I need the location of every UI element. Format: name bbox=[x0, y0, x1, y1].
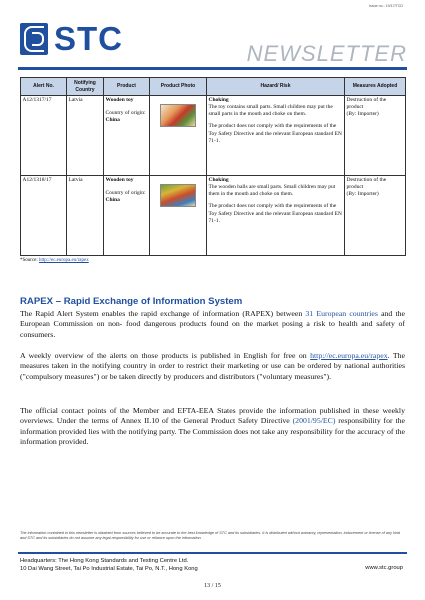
footer-divider bbox=[18, 552, 407, 554]
stc-logo bbox=[20, 17, 123, 61]
measures-by: (By: Importer) bbox=[346, 111, 379, 118]
product-cell bbox=[104, 176, 150, 256]
p2-text-b: . The measures taken in the notifying country in order to restrict their marketing or use can be ordered by national authorities ("compulsory measures") or be taken directly by producers and distributors ("voluntary measures"). bbox=[20, 351, 405, 381]
col-hazard-risk: Hazard/ Risk bbox=[207, 78, 345, 96]
measures-cell bbox=[345, 176, 406, 256]
measures-cell bbox=[345, 96, 406, 176]
alert-no: A12/1318/17 bbox=[21, 176, 67, 256]
measures-text: Destruction of the product bbox=[346, 177, 387, 191]
source-label: *Source: bbox=[20, 258, 40, 263]
hazard-text: The wooden balls are small parts. Small children may put them in the mouth and choke on them. bbox=[208, 184, 336, 198]
measures-text: Destruction of the product bbox=[346, 97, 387, 111]
hq-line-2: 10 Dai Wang Street, Tai Po Industrial Estate, Tai Po, N.T., Hong Kong bbox=[20, 565, 198, 572]
hazard-title: Choking bbox=[208, 177, 229, 183]
p3-text-a: The official contact points of the Member and EFTA-EEA States provide the information published in these weekly overviews. Under the terms of Annex II.10 of the General Product Safety Directive bbox=[20, 406, 405, 426]
compliance-text: The product does not comply with the requirements of the Toy Safety Directive and the relevant European standard EN 71-1. bbox=[208, 203, 342, 224]
page-number: 13 / 15 bbox=[204, 583, 221, 589]
product-name: Wooden toy bbox=[105, 177, 134, 183]
alerts-table bbox=[20, 77, 406, 256]
origin-country: China bbox=[105, 197, 120, 204]
notifying-country: Latvia bbox=[67, 176, 104, 256]
p2-text-a: A weekly overview of the alerts on those products is published in English for free on bbox=[20, 351, 311, 360]
stc-logo-icon bbox=[20, 23, 48, 55]
table-header-row bbox=[21, 78, 406, 96]
p1-countries-link[interactable]: 31 European countries bbox=[305, 309, 378, 318]
product-photo bbox=[160, 104, 196, 127]
paragraph-weekly-overview bbox=[20, 351, 405, 382]
product-photo-cell bbox=[150, 96, 207, 176]
origin-country: China bbox=[105, 117, 120, 124]
origin-label: Country of origin: bbox=[105, 190, 146, 197]
product-cell bbox=[104, 96, 150, 176]
col-notifying-country: Notifying Country bbox=[67, 78, 104, 96]
issue-number: Issue no.: 19/17/TCD bbox=[369, 4, 403, 8]
p3-directive-link[interactable]: (2001/95/EC) bbox=[292, 416, 336, 426]
paragraph-intro bbox=[20, 309, 405, 340]
logo-text: STC bbox=[54, 20, 123, 57]
p1-text-a: The Rapid Alert System enables the rapid exchange of information (RAPEX) between bbox=[20, 309, 306, 318]
p2-rapex-link[interactable]: http://ec.europa.eu/rapex bbox=[310, 351, 388, 360]
section-title: RAPEX – Rapid Exchange of Information System bbox=[20, 296, 243, 307]
source-note bbox=[20, 258, 89, 263]
origin-label: Country of origin: bbox=[105, 110, 146, 117]
website-link[interactable]: www.stc.group bbox=[365, 565, 403, 571]
product-name: Wooden toy bbox=[105, 97, 134, 103]
product-photo bbox=[160, 184, 196, 207]
hazard-cell bbox=[207, 176, 345, 256]
header-divider bbox=[18, 67, 407, 70]
p3-text-b: responsibility for the information provided lies with the notifying party. The Commission does not take any responsibility for the accuracy of the information provided. bbox=[20, 416, 405, 447]
headquarters-address bbox=[20, 558, 198, 574]
disclaimer: The information contained in this newsletter is obtained from sources believed to be accurate to the best knowledge of STC and its subsidiaries. It is distributed without warranty, representation, inducement or license of any kind and STC and its subsidiaries do not assume any legal responsibility for use or reliance upon the information. bbox=[20, 531, 401, 541]
p1-text-b: and the European Commission on non- food dangerous products found on the market posing a risk to health and safety of consumers. bbox=[20, 309, 406, 339]
compliance-text: The product does not comply with the requirements of the Toy Safety Directive and the relevant European standard EN 71-1. bbox=[208, 123, 342, 144]
table-row bbox=[21, 176, 406, 256]
col-product-photo: Product Photo bbox=[150, 78, 207, 96]
alert-no: A12/1317/17 bbox=[21, 96, 67, 176]
hazard-text: The toy contains small parts. Small children may put the small parts in the mouth and choke on them. bbox=[208, 104, 333, 118]
hq-line-1: Headquarters: The Hong Kong Standards and Testing Centre Ltd. bbox=[20, 558, 189, 564]
col-product: Product bbox=[104, 78, 150, 96]
product-photo-cell bbox=[150, 176, 207, 256]
col-alert-no: Alert No. bbox=[21, 78, 67, 96]
source-link[interactable]: http://ec.europa.eu/rapex bbox=[39, 258, 89, 263]
newsletter-title: NEWSLETTER bbox=[246, 41, 407, 66]
col-measures-adopted: Measures Adopted bbox=[345, 78, 406, 96]
hazard-cell bbox=[207, 96, 345, 176]
paragraph-contact-points bbox=[20, 406, 405, 447]
table-row bbox=[21, 96, 406, 176]
notifying-country: Latvia bbox=[67, 96, 104, 176]
measures-by: (By: Importer) bbox=[346, 191, 379, 198]
hazard-title: Choking bbox=[208, 97, 229, 103]
